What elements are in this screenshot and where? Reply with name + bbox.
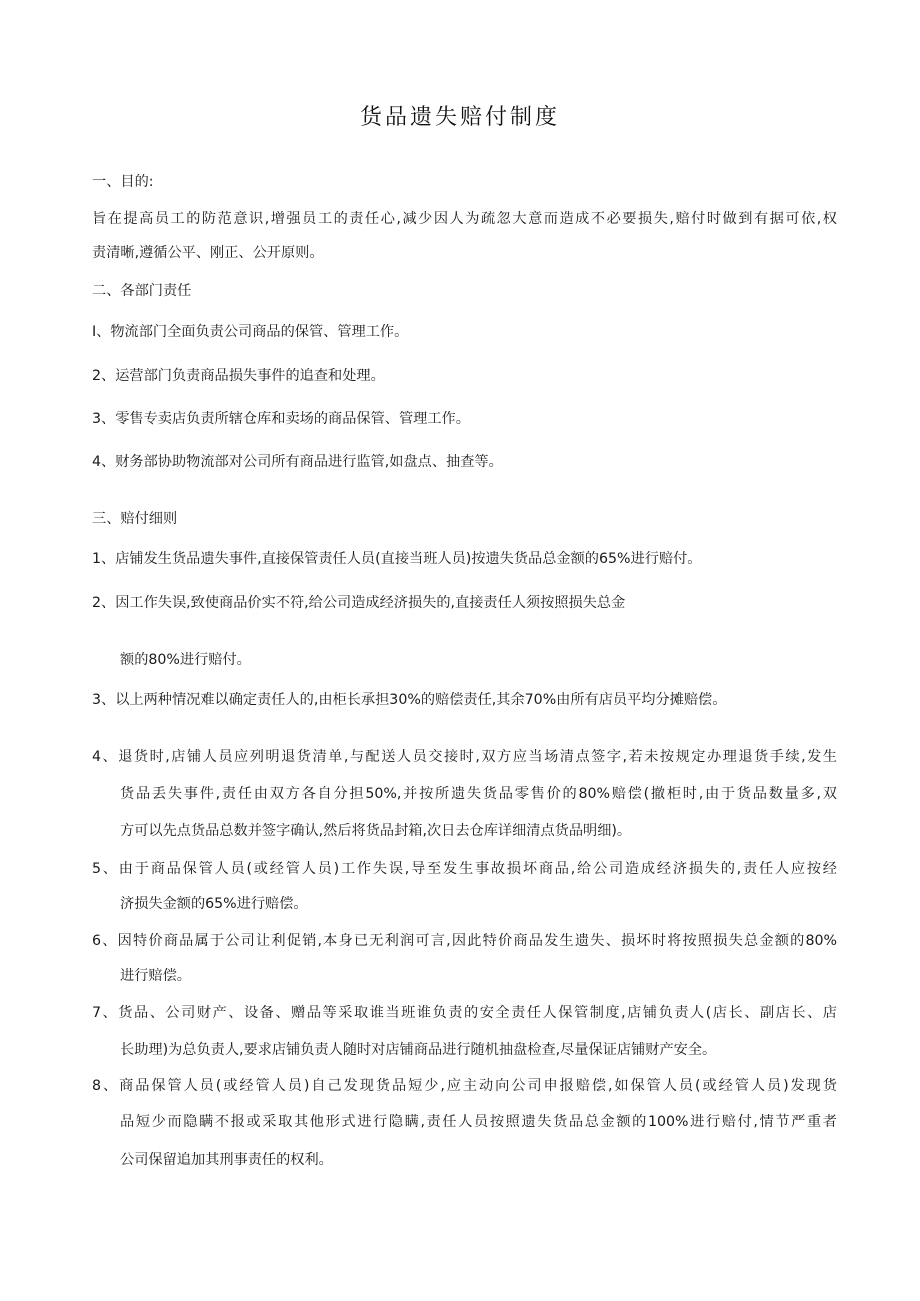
purpose-paragraph-line-1: 旨在提高员工的防范意识,增强员工的责任心,减少因人为疏忽大意而造成不必要损失,赔付时做到有据可依,权	[92, 211, 837, 227]
rule-item-6-line-2: 进行赔偿。	[120, 968, 191, 984]
rule-item-7-line-2: 长助理)为总负责人,要求店铺负责人随时对店铺商品进行随机抽盘检查,尽量保证店铺财产安全。	[120, 1042, 717, 1058]
rule-item-6-line-1: 6、因特价商品属于公司让利促销,本身已无利润可言,因此特价商品发生遗失、损坏时将按照损失总金额的80%	[92, 933, 837, 949]
rule-item-2-line-1: 2、因工作失误,致使商品价实不符,给公司造成经济损失的,直接责任人须按照损失总金	[92, 595, 626, 611]
section-heading-purpose: 一、目的:	[92, 174, 154, 190]
responsibility-item-4: 4、财务部协助物流部对公司所有商品进行监管,如盘点、抽查等。	[92, 454, 503, 470]
document-title: 货品遗失赔付制度	[359, 105, 560, 130]
responsibility-item-1: I、物流部门全面负责公司商品的保管、管理工作。	[92, 324, 409, 340]
rule-item-8-line-1: 8、商品保管人员(或经管人员)自己发现货品短少,应主动向公司申报赔偿,如保管人员(或经管人员)发现货	[92, 1078, 837, 1094]
responsibility-item-2: 2、运营部门负责商品损失事件的追查和处理。	[92, 368, 385, 384]
rule-item-5-line-1: 5、由于商品保管人员(或经管人员)工作失误,导至发生事故损坏商品,给公司造成经济损失的,责任人应按经	[92, 861, 837, 877]
rule-item-5-line-2: 济损失金额的65%进行赔偿。	[120, 896, 308, 912]
rule-item-2-line-2: 额的80%进行赔付。	[120, 652, 251, 668]
rule-item-8-line-3: 公司保留追加其刑事责任的权利。	[120, 1152, 333, 1168]
purpose-paragraph-line-2: 责清晰,遵循公平、刚正、公开原则。	[92, 245, 324, 261]
rule-item-4-line-3: 方可以先点货品总数并签字确认,然后将货品封箱,次日去仓库详细清点货品明细)。	[120, 823, 632, 839]
responsibility-item-3: 3、零售专卖店负责所辖仓库和卖场的商品保管、管理工作。	[92, 411, 470, 427]
section-heading-responsibilities: 二、各部门责任	[92, 283, 192, 299]
rule-item-4-line-2: 货品丢失事件,责任由双方各自分担50%,并按所遗失货品零售价的80%赔偿(撤柜时,由于货品数量多,双	[120, 786, 837, 802]
rule-item-3: 3、以上两种情况难以确定责任人的,由柜长承担30%的赔偿责任,其余70%由所有店员平均分摊赔偿。	[92, 692, 727, 708]
section-heading-compensation-rules: 三、赔付细则	[92, 511, 178, 527]
rule-item-1: 1、店铺发生货品遗失事件,直接保管责任人员(直接当班人员)按遗失货品总金额的65%进行赔付。	[92, 551, 702, 567]
rule-item-4-line-1: 4、退货时,店铺人员应列明退货清单,与配送人员交接时,双方应当场清点签字,若未按规定办理退货手续,发生	[92, 749, 837, 765]
rule-item-8-line-2: 品短少而隐瞒不报或采取其他形式进行隐瞒,责任人员按照遗失货品总金额的100%进行赔付,情节严重者	[120, 1114, 837, 1130]
rule-item-7-line-1: 7、货品、公司财产、设备、赠品等采取谁当班谁负责的安全责任人保管制度,店铺负责人(店长、副店长、店	[92, 1005, 837, 1021]
